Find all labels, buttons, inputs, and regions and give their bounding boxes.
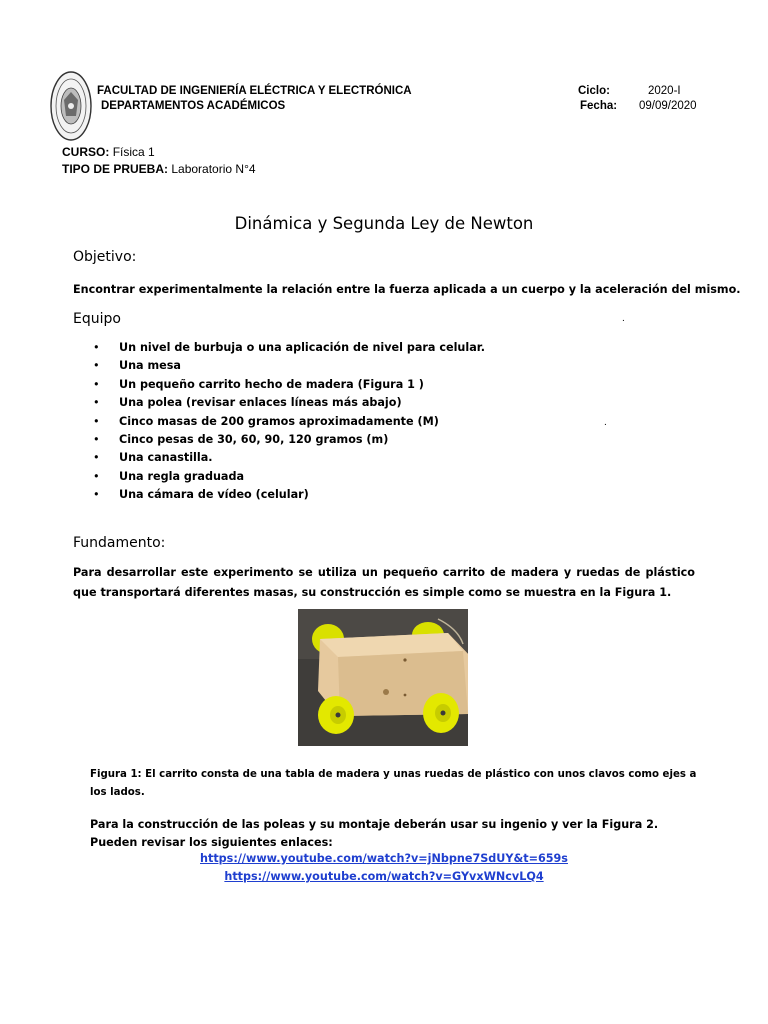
test-type-value: Laboratorio N°4	[171, 162, 256, 176]
test-type-label: TIPO DE PRUEBA:	[62, 162, 169, 176]
cart-photo	[298, 609, 468, 746]
bullet-icon: •	[93, 414, 100, 428]
list-item: • Una cámara de vídeo (celular)	[93, 488, 309, 502]
bullet-icon: •	[93, 488, 100, 502]
equipment-heading: Equipo	[73, 311, 121, 327]
equipment-list	[93, 341, 485, 507]
bullet-icon: •	[93, 341, 100, 354]
bullet-icon: •	[93, 359, 100, 373]
bullet-icon: •	[93, 451, 100, 465]
list-item: • Una regla graduada	[93, 469, 245, 483]
stray-dot: .	[604, 417, 607, 428]
course-label: CURSO:	[62, 145, 110, 159]
department-name: DEPARTAMENTOS ACADÉMICOS	[101, 100, 286, 112]
list-item: • Un pequeño carrito hecho de madera (Figura 1 )	[93, 377, 424, 391]
date-value: 09/09/2020	[639, 100, 697, 112]
foundation-text: Para desarrollar este experimento se utiliza un pequeño carrito de madera y ruedas de plástico que transportará diferentes masas, su construcción es simple como se muestra en la Figura 1.	[73, 566, 695, 599]
cycle-value: 2020-I	[648, 85, 681, 97]
youtube-link-2[interactable]: https://www.youtube.com/watch?v=GYvxWNcvLQ4	[224, 870, 544, 883]
pulleys-text: Para la construcción de las poleas y su montaje deberán usar su ingenio y ver la Figura 2. Pueden revisar los siguientes enlaces:	[90, 818, 659, 849]
list-item: • Cinco masas de 200 gramos aproximadamente (M)	[93, 414, 439, 428]
bullet-icon: •	[93, 396, 100, 410]
bullet-icon: •	[93, 377, 100, 391]
figure-caption: Figura 1: El carrito consta de una tabla de madera y unas ruedas de plástico con unos clavos como ejes a los lados.	[90, 769, 697, 798]
list-item: • Cinco pesas de 30, 60, 90, 120 gramos (m)	[93, 432, 389, 446]
course-value: Física 1	[112, 145, 155, 159]
bullet-icon: •	[93, 469, 100, 483]
list-item: • Una polea (revisar enlaces líneas más abajo)	[93, 396, 402, 410]
stray-dot: .	[622, 313, 625, 324]
youtube-link-1[interactable]: https://www.youtube.com/watch?v=jNbpne7SdUY&t=659s	[200, 852, 568, 865]
cycle-label: Ciclo:	[578, 85, 610, 97]
foundation-heading: Fundamento:	[73, 535, 166, 551]
bullet-icon: •	[93, 432, 100, 446]
university-seal-logo	[50, 70, 92, 142]
list-item: • Una mesa	[93, 359, 181, 373]
list-item: • Una canastilla.	[93, 451, 213, 465]
date-label: Fecha:	[580, 100, 618, 112]
objective-text: Encontrar experimentalmente la relación entre la fuerza aplicada a un cuerpo y la aceleración del mismo.	[73, 283, 741, 296]
course-line	[62, 145, 155, 159]
objective-heading: Objetivo:	[73, 249, 137, 265]
list-item: • Un nivel de burbuja o una aplicación de nivel para celular.	[93, 341, 485, 354]
document-title: Dinámica y Segunda Ley de Newton	[234, 214, 534, 233]
test-type-line	[62, 162, 256, 176]
faculty-name: FACULTAD DE INGENIERÍA ELÉCTRICA Y ELECTRÓNICA	[97, 85, 412, 97]
